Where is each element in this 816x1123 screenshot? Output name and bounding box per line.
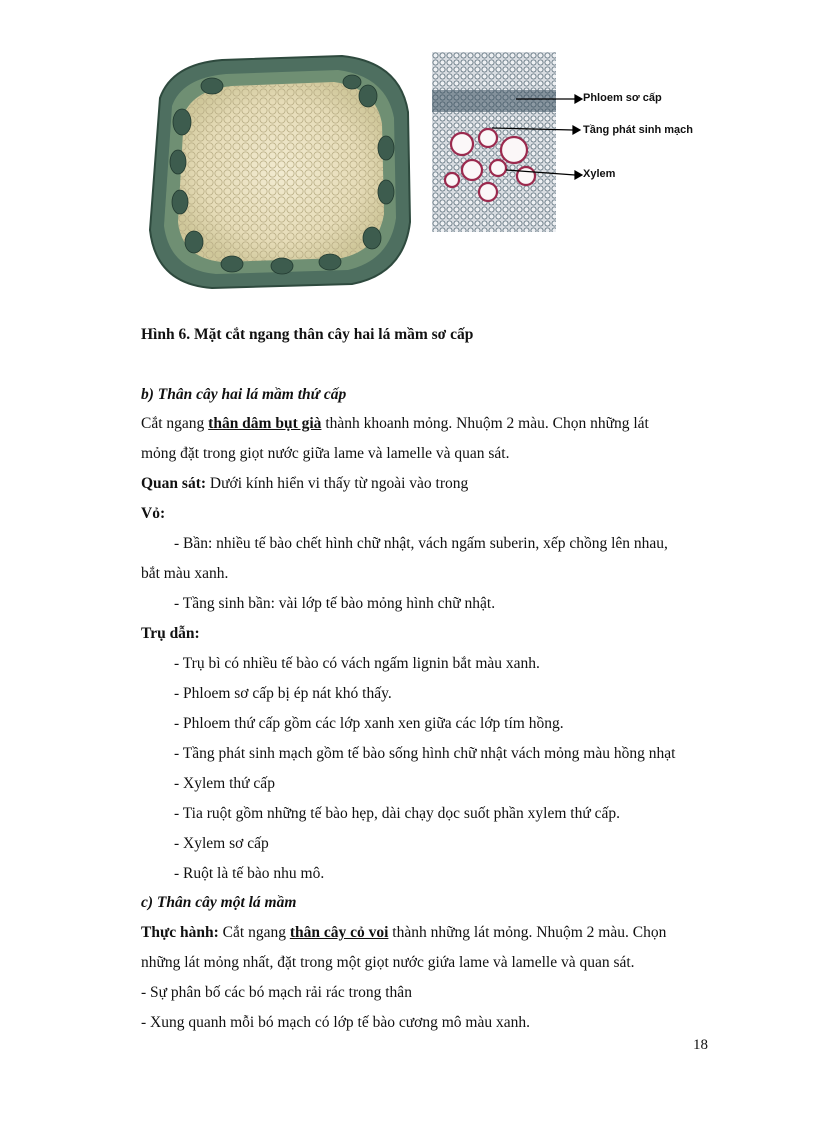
stele-item: - Ruột là tế bào nhu mô.: [174, 865, 325, 882]
specimen-emphasis: thân dâm bụt già: [208, 415, 322, 432]
label-xylem: Xylem: [583, 168, 616, 180]
text: Cắt ngang: [218, 924, 290, 941]
section-c-item-1: - Sự phân bố các bó mạch rải rác trong thân: [141, 984, 412, 1001]
section-c-item-2: - Xung quanh mỗi bó mạch có lớp tế bào cương mô màu xanh.: [141, 1014, 530, 1031]
stele-item: - Tia ruột gồm những tế bào hẹp, dài chạy dọc suốt phần xylem thứ cấp.: [174, 805, 620, 822]
observation-text: Dưới kính hiển vi thấy từ ngoài vào trong: [206, 475, 469, 492]
figure-caption: Hình 6. Mặt cắt ngang thân cây hai lá mầm sơ cấp: [141, 326, 474, 343]
stele-item: - Tầng phát sinh mạch gồm tế bào sống hình chữ nhật vách mỏng màu hồng nhạt: [174, 745, 676, 762]
cortex-item-1: - Bần: nhiều tế bào chết hình chữ nhật, vách ngấm suberin, xếp chồng lên nhau,: [174, 535, 668, 552]
practice-label: Thực hành:: [141, 924, 219, 941]
stele-item: - Phloem thứ cấp gồm các lớp xanh xen giữa các lớp tím hồng.: [174, 715, 564, 732]
label-phloem: Phloem sơ cấp: [583, 92, 662, 104]
text: Cắt ngang: [141, 415, 209, 432]
cortex-item-2: - Tầng sinh bần: vài lớp tế bào mỏng hình chữ nhật.: [174, 595, 496, 612]
label-arrows: [0, 0, 816, 300]
observation-label: Quan sát:: [141, 475, 207, 492]
specimen-emphasis: thân cây cỏ voi: [289, 924, 389, 941]
section-b-heading: b) Thân cây hai lá mầm thứ cấp: [141, 386, 347, 403]
section-b-paragraph-line-2: mỏng đặt trong giọt nước giữa lame và lamelle và quan sát.: [141, 445, 510, 462]
practice-line-1: [141, 924, 666, 942]
section-c-heading: c) Thân cây một lá mầm: [141, 894, 297, 911]
cortex-heading: Vỏ:: [141, 505, 166, 522]
practice-line-2: những lát mỏng nhất, đặt trong một giọt nước giứa lame và lamelle và quan sát.: [141, 954, 635, 971]
stele-item: - Xylem sơ cấp: [174, 835, 269, 852]
label-cambium: Tầng phát sinh mạch: [583, 124, 694, 136]
stele-item: - Trụ bì có nhiều tế bào có vách ngấm lignin bắt màu xanh.: [174, 655, 540, 672]
cortex-item-1-continued: bắt màu xanh.: [141, 565, 229, 582]
stele-item: - Phloem sơ cấp bị ép nát khó thấy.: [174, 685, 392, 702]
page-number: 18: [693, 1037, 708, 1053]
stele-heading: Trụ dẫn:: [141, 625, 200, 642]
stele-item: - Xylem thứ cấp: [174, 775, 275, 792]
text: thành khoanh mỏng. Nhuộm 2 màu. Chọn những lát: [321, 415, 649, 432]
observation-line: [141, 475, 468, 493]
text: thành những lát mỏng. Nhuộm 2 màu. Chọn: [388, 924, 667, 941]
figure-area: [0, 0, 816, 300]
section-b-paragraph-line-1: [141, 415, 649, 433]
